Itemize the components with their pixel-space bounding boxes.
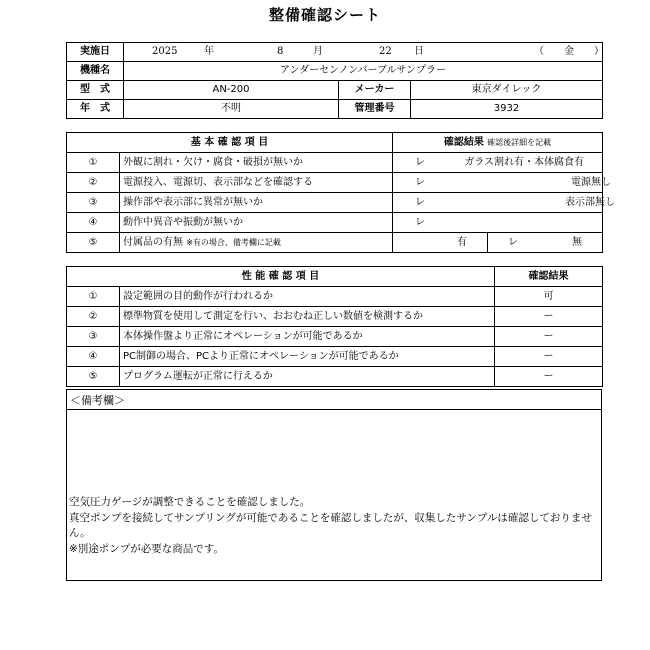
model-label: 機種名	[67, 62, 124, 81]
date-year: 2025	[152, 46, 178, 57]
table-row	[67, 367, 603, 387]
remarks-divider	[67, 409, 601, 410]
date-month-unit: 月	[313, 46, 323, 57]
accessory-no-cell	[488, 233, 603, 253]
date-day: 22	[379, 46, 392, 57]
accessory-yes: 有	[393, 233, 488, 253]
basic-result-note: 確認後詳細を記載	[487, 137, 552, 147]
table-row	[67, 307, 603, 327]
row-item: 設定範囲の目的動作が行われるか	[120, 287, 495, 307]
row-num: ③	[67, 193, 120, 213]
row-item: 動作中異音や振動が無いか	[120, 213, 393, 233]
table-row	[67, 213, 603, 233]
row-result	[393, 153, 603, 173]
basic-result-label: 確認結果	[443, 136, 484, 148]
model-value: アンダーセンノンバーブルサンプラー	[124, 62, 603, 81]
remarks-body	[69, 495, 595, 557]
accessory-item	[120, 233, 393, 253]
accessory-note: ※有の場合、備考欄に記載	[186, 237, 281, 247]
row-result	[393, 193, 616, 213]
date-weekday: （ 金 ）	[534, 46, 604, 57]
row-result: 可	[495, 287, 603, 307]
row-detail: ガラス割れ有・本体腐食有	[464, 157, 585, 168]
row-item: PC制御の場合、PCより正常にオペレーションが可能であるか	[120, 347, 495, 367]
perf-header-result: 確認結果	[495, 267, 603, 287]
row-item: プログラム運転が正常に行えるか	[120, 367, 495, 387]
row-result	[393, 213, 603, 233]
row-result: ー	[495, 367, 603, 387]
row-item: 標準物質を使用して測定を行い、おおむね正しい数値を検測するか	[120, 307, 495, 327]
row-result	[393, 173, 612, 193]
row-detail: 電源無し	[571, 177, 612, 188]
date-year-unit: 年	[204, 46, 214, 57]
row-num: ③	[67, 327, 120, 347]
row-num: ⑤	[67, 233, 120, 253]
row-check: レ	[415, 177, 426, 188]
remarks-line: ※別途ポンプが必要な商品です。	[69, 542, 224, 555]
date-day-unit: 日	[414, 46, 424, 57]
row-num: ①	[67, 153, 120, 173]
date-month: 8	[277, 46, 284, 57]
table-row	[67, 173, 603, 193]
row-num: ②	[67, 307, 120, 327]
row-check: レ	[415, 197, 426, 208]
date-field	[124, 43, 603, 62]
table-row	[67, 327, 603, 347]
row-num: ④	[67, 213, 120, 233]
row-item: 操作部や表示部に異常が無いか	[120, 193, 393, 213]
table-row	[67, 233, 603, 253]
table-row	[67, 193, 603, 213]
remarks-header: ＜備考欄＞	[70, 394, 125, 407]
basic-check-table	[66, 132, 616, 253]
row-item: 本体操作盤より正常にオペレーションが可能であるか	[120, 327, 495, 347]
accessory-no: 無	[572, 237, 583, 248]
mgmt-label: 管理番号	[339, 100, 411, 119]
type-value: AN-200	[124, 81, 339, 100]
row-num: ④	[67, 347, 120, 367]
remarks-box	[66, 389, 602, 581]
row-num: ①	[67, 287, 120, 307]
maker-label: メーカー	[339, 81, 411, 100]
row-check: レ	[415, 157, 426, 168]
row-num: ②	[67, 173, 120, 193]
table-row	[67, 153, 603, 173]
row-num: ⑤	[67, 367, 120, 387]
maker-value: 東京ダイレック	[411, 81, 603, 100]
accessory-label: 付属品の有無	[123, 236, 183, 248]
date-label: 実施日	[67, 43, 124, 62]
year-value: 不明	[124, 100, 339, 119]
row-result: ー	[495, 327, 603, 347]
accessory-check: レ	[508, 237, 519, 248]
table-row	[67, 347, 603, 367]
performance-check-table	[66, 266, 603, 387]
page-title: 整備確認シート	[268, 6, 381, 24]
remarks-line: 空気圧力ゲージが調整できることを確認しました。	[69, 496, 311, 508]
basic-header-items: 基 本 確 認 項 目	[67, 133, 393, 153]
row-result: ー	[495, 307, 603, 327]
remarks-line: 真空ポンプを接続してサンプリングが可能であることを確認しましたが、収集したサンプルは確認しておりません。	[69, 511, 592, 540]
table-row	[67, 287, 603, 307]
row-item: 電源投入、電源切、表示部などを確認する	[120, 173, 393, 193]
row-result: ー	[495, 347, 603, 367]
perf-header-items: 性 能 確 認 項 目	[67, 267, 495, 287]
year-label: 年 式	[67, 100, 124, 119]
basic-header-result	[393, 133, 603, 153]
row-detail: 表示部無し	[565, 197, 616, 208]
info-table	[66, 42, 603, 119]
row-item: 外観に割れ・欠け・腐食・破損が無いか	[120, 153, 393, 173]
type-label: 型 式	[67, 81, 124, 100]
mgmt-value: 3932	[411, 100, 603, 119]
row-check: レ	[415, 217, 426, 228]
